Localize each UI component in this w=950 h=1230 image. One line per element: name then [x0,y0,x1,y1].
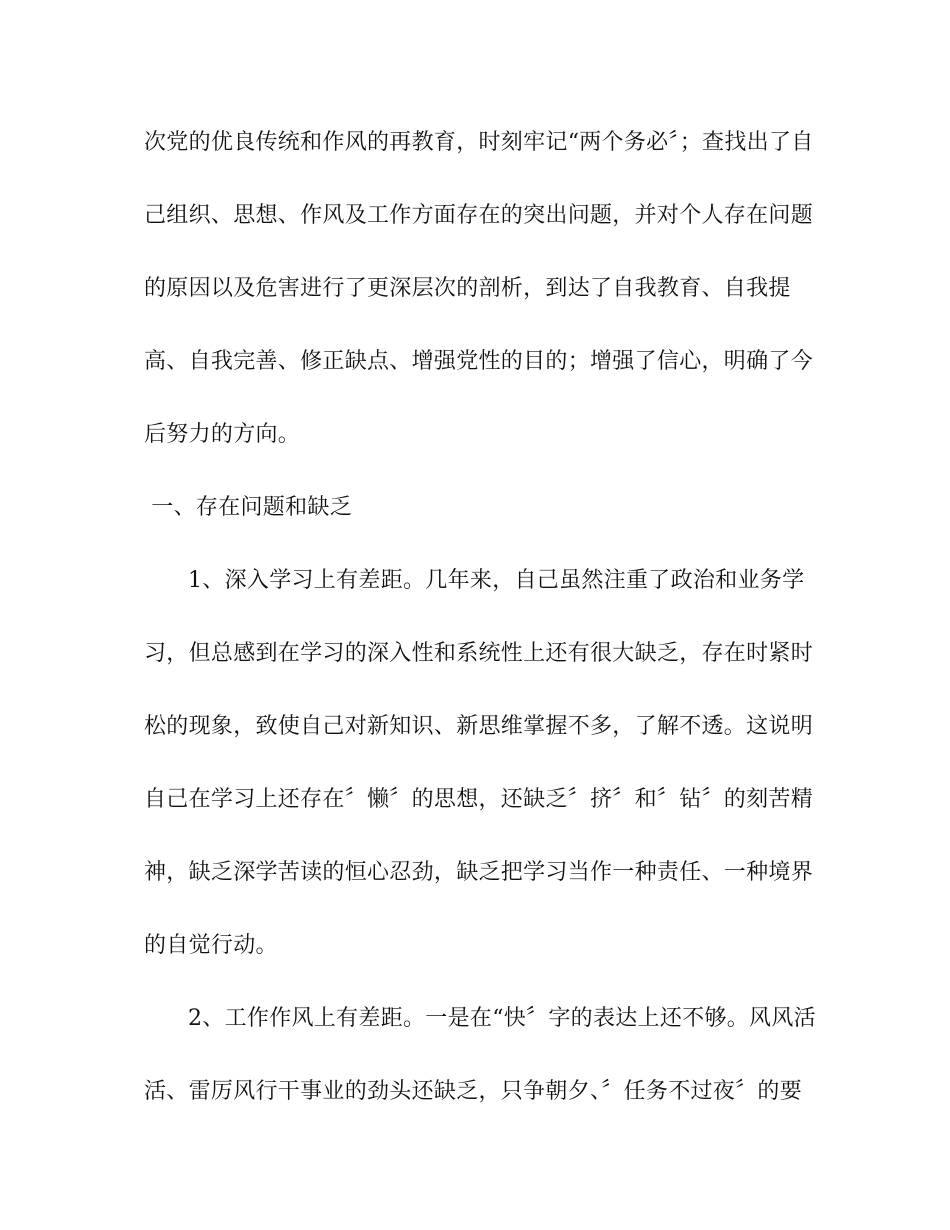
text-line: 的原因以及危害进行了更深层次的剖析，到达了自我教育、自我提 [144,276,791,301]
text-line: 己组织、思想、作风及工作方面存在的突出问题，并对个人存在问题 [144,203,814,228]
text-line: 自己在学习上还存在〞懒〞的思想，还缺乏〞挤〞和〞钻〞的刻苦精 [144,787,814,812]
text-line: 的自觉行动。 [144,933,278,958]
paragraph-first-line: 1、深入学习上有差距。几年来，自己虽然注重了政治和业务学 [188,568,805,593]
paragraph-first-line: 2、工作作风上有差距。一是在“快〞字的表达上还不够。风风活 [188,1006,816,1031]
text-line: 后努力的方向。 [144,422,301,447]
text-line: 习，但总感到在学习的深入性和系统性上还有很大缺乏，存在时紧时 [144,641,814,666]
section-heading: 一、存在问题和缺乏 [144,495,352,520]
text-line: 高、自我完善、修正缺点、增强党性的目的；增强了信心，明确了今 [144,349,814,374]
text-line: 松的现象，致使自己对新知识、新思维掌握不多，了解不透。这说明 [144,714,814,739]
text-line: 神，缺乏深学苦读的恒心忍劲，缺乏把学习当作一种责任、一种境界 [144,860,814,885]
text-line: 次党的优良传统和作风的再教育，时刻牢记“两个务必〞；查找出了自 [144,130,814,155]
text-line: 活、雷厉风行干事业的劲头还缺乏，只争朝夕、〞任务不过夜〞的要 [144,1079,803,1104]
